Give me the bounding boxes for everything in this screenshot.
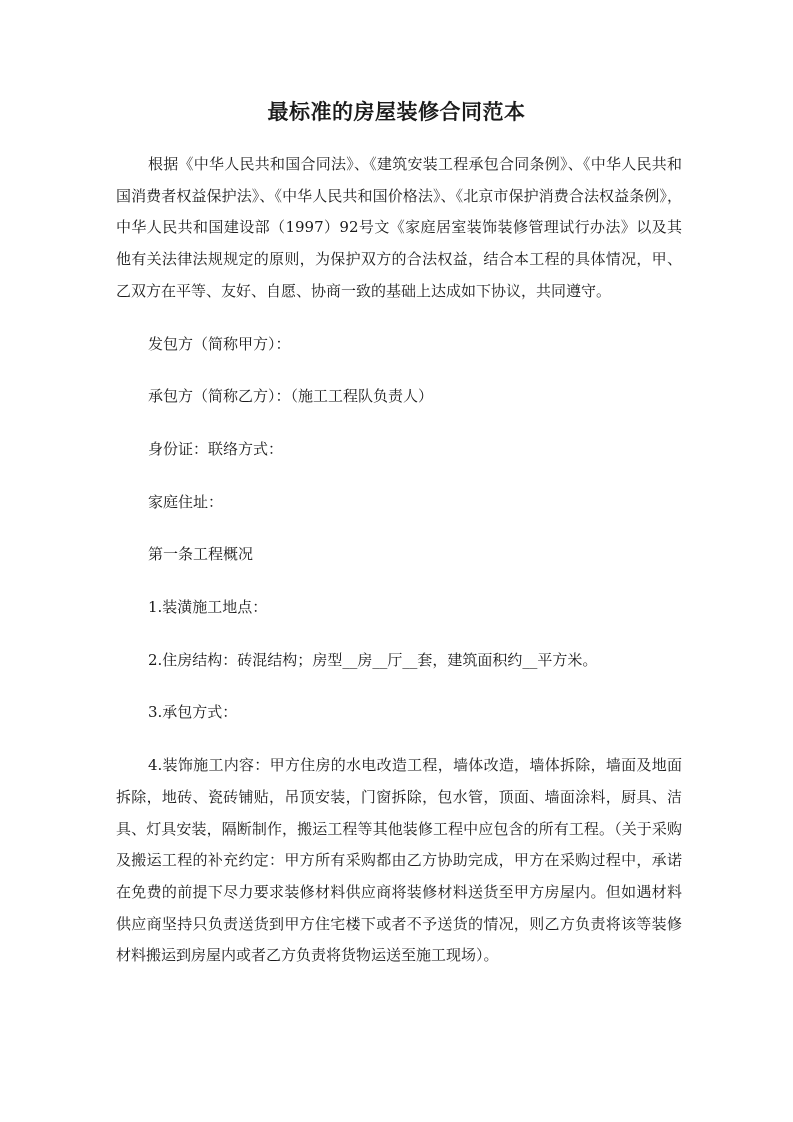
- clause-construction-content: 4.装饰施工内容：甲方住房的水电改造工程，墙体改造，墙体拆除，墙面及地面拆除，地砖、瓷砖铺贴，吊顶安装，门窗拆除，包水管，顶面、墙面涂料，厨具、洁具、灯具安装，隔断制作，搬运工程等其他装修工程中应包含的所有工程。（关于采购及搬运工程的补充约定：甲方所有采购都由乙方协助完成，甲方在采购过程中，承诺在免费的前提下尽力要求装修材料供应商将装修材料送货至甲方房屋内。但如遇材料供应商坚持只负责送货到甲方住宅楼下或者不予送货的情况，则乙方负责将该等装修材料搬运到房屋内或者乙方负责将货物运送至施工现场）。: [116, 756, 682, 965]
- document-title: 最标准的房屋装修合同范本: [267, 100, 526, 124]
- party-b-line: 承包方（简称乙方）：（施工工程队负责人）: [148, 387, 434, 406]
- id-contact-line: 身份证：联络方式：: [148, 439, 284, 458]
- home-address-line: 家庭住址：: [148, 492, 224, 511]
- document-body: [116, 149, 682, 972]
- preamble-paragraph: 根据《中华人民共和国合同法》、《建筑安装工程承包合同条例》、《中华人民共和国消费者权益保护法》、《中华人民共和国价格法》、《北京市保护消费合法权益条例》，中华人民共和国建设部（1997）92号文《家庭居室装饰装修管理试行办法》以及其他有关法律法规规定的原则，为保护双方的合法权益，结合本工程的具体情况，甲、乙双方在平等、友好、自愿、协商一致的基础上达成如下协议，共同遵守。: [116, 155, 682, 300]
- party-a-line: 发包方（简称甲方）：: [148, 334, 291, 353]
- article-one-heading: 第一条工程概况: [148, 545, 254, 564]
- clause-location: 1.装潢施工地点：: [148, 598, 268, 617]
- clause-structure: 2.住房结构：砖混结构；房型__房__厅__套，建筑面积约__平方米。: [148, 650, 598, 669]
- clause-contract-method: 3.承包方式：: [148, 703, 238, 722]
